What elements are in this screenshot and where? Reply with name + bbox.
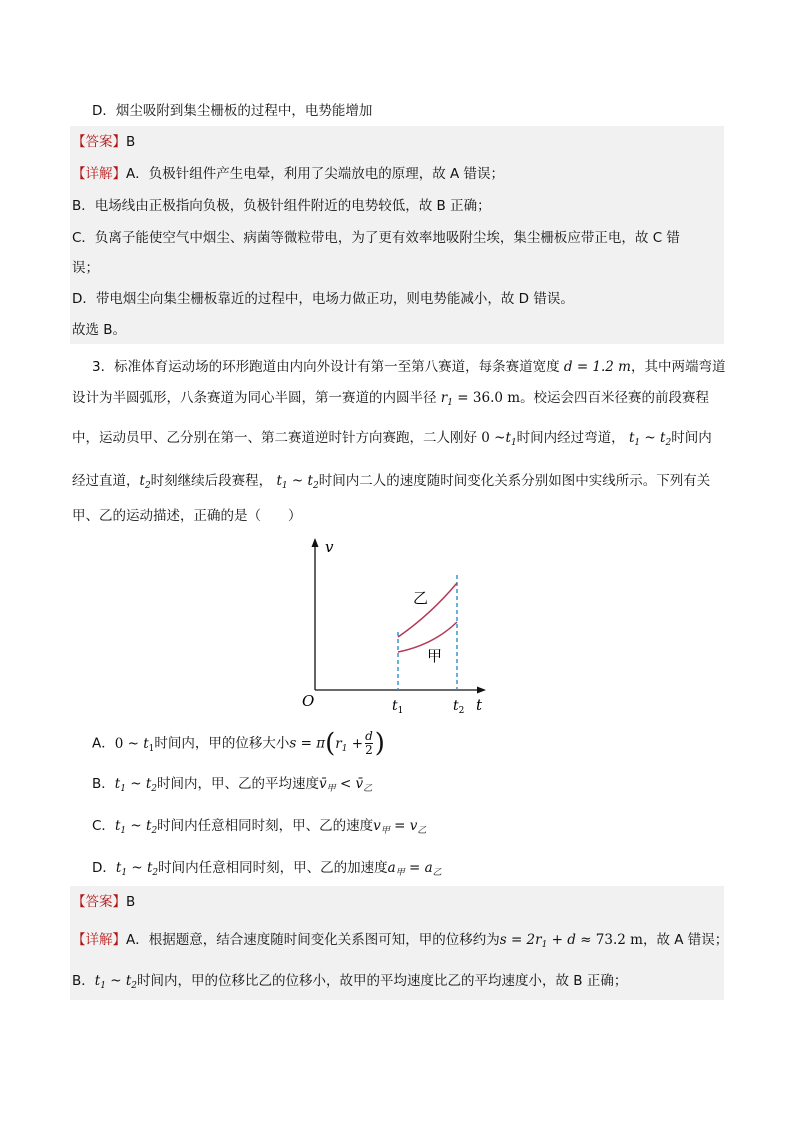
detail-tag-bottom: 【详解】 bbox=[72, 932, 126, 948]
option-a-text: 时间内，甲的位移大小 bbox=[154, 735, 290, 752]
option-b-label: B． bbox=[92, 776, 115, 792]
q3-text-3b: 时间内经过弯道， bbox=[516, 430, 625, 446]
q3-line1 bbox=[92, 357, 726, 377]
detail-d-line: D．带电烟尘向集尘栅板靠近的过程中，电场力做正功，则电势能减小，故 D 错误。 bbox=[72, 291, 574, 307]
option-b-ineq: $v̄_甲$ < $v̄_乙$ bbox=[319, 776, 373, 794]
option-a bbox=[92, 730, 385, 757]
detail-a-bottom-end: ，故 A 错误； bbox=[642, 932, 729, 948]
detail-b-range: $t_1$ ~ $t_2$ bbox=[94, 973, 137, 991]
option-c-text: 时间内任意相同时刻，甲、乙的速度 bbox=[157, 818, 374, 834]
t2-symbol: $t_2$ bbox=[139, 473, 151, 491]
q3-line2 bbox=[72, 388, 709, 408]
x-axis-arrow bbox=[477, 687, 486, 694]
q3-line3 bbox=[72, 428, 712, 448]
detail-a-bottom-text: A．根据题意，结合速度随时间变化关系图可知，甲的位移约为 bbox=[126, 932, 500, 948]
option-a-range: 0 ~ $t_1$ bbox=[114, 735, 155, 754]
option-c-range: $t_1$ ~ $t_2$ bbox=[114, 818, 158, 836]
vt-graph bbox=[295, 535, 505, 720]
paren-left: ( bbox=[325, 728, 336, 759]
x-axis-label: t bbox=[476, 696, 483, 714]
option-c bbox=[92, 816, 426, 836]
detail-a-text: A．负极针组件产生电晕，利用了尖端放电的原理，故 A 错误； bbox=[126, 166, 505, 182]
answer-value: B bbox=[126, 134, 136, 150]
answer-tag: 【答案】 bbox=[72, 134, 126, 150]
q3-text-4b: 时刻继续后段赛程， bbox=[150, 473, 273, 489]
q3-line4 bbox=[72, 471, 710, 491]
label-jia: 甲 bbox=[427, 647, 443, 665]
radius-eq: = 36.0 m bbox=[457, 390, 521, 406]
t1-symbol: $t_1$ bbox=[505, 430, 517, 448]
q3-text-4c: 时间内二人的速度随时间变化关系分别如图中实线所示。下列有关 bbox=[318, 473, 711, 489]
q3-text-4a: 经过直道， bbox=[72, 473, 140, 489]
q3-text-2b: 。校运会四百米径赛的前段赛程 bbox=[520, 390, 710, 406]
displacement-value: ≈ 73.2 m bbox=[580, 932, 643, 948]
answer-value-bottom: B bbox=[126, 894, 136, 910]
fraction-d-over-2 bbox=[365, 730, 373, 757]
q3-text-1b: ，其中两端弯道 bbox=[631, 359, 726, 375]
option-d-label: D． bbox=[92, 860, 116, 876]
detail-c-line2: 误； bbox=[72, 260, 99, 276]
t1-label: $t_1$ bbox=[392, 698, 404, 716]
option-b-range: $t_1$ ~ $t_2$ bbox=[114, 776, 157, 794]
detail-b-bottom bbox=[72, 971, 627, 991]
radius-symbol: $r_1$ bbox=[440, 390, 453, 408]
q3-line5: 甲、乙的运动描述，正确的是（ ） bbox=[72, 508, 302, 524]
t1-t2-range-2: $t_1$ ~ $t_2$ bbox=[276, 473, 319, 491]
q3-text-3c: 时间内 bbox=[671, 430, 712, 446]
label-yi: 乙 bbox=[413, 589, 429, 607]
option-d-eq: $a_甲 = a_乙$ bbox=[387, 860, 442, 878]
answer-line-top bbox=[72, 132, 135, 152]
option-a-eq: s = π bbox=[289, 735, 326, 752]
frac-num: d bbox=[365, 729, 373, 743]
q3-text-3a: 中，运动员甲、乙分别在第一、第二赛道逆时针方向赛跑，二人刚好 bbox=[72, 430, 477, 446]
answer-tag-bottom: 【答案】 bbox=[72, 894, 126, 910]
conclusion-line: 故选 B。 bbox=[72, 322, 127, 338]
option-a-r1: $r_1$ + bbox=[335, 735, 364, 754]
q3-zero: 0 ~ bbox=[481, 430, 506, 446]
detail-a-line bbox=[72, 164, 504, 184]
detail-a-bottom bbox=[72, 930, 728, 950]
q3-text-2a: 设计为半圆弧形，八条赛道为同心半圆，第一赛道的内圆半径 bbox=[72, 390, 437, 406]
origin-label: O bbox=[302, 692, 315, 710]
q3-text-1a: 3．标准体育运动场的环形跑道由内向外设计有第一至第八赛道，每条赛道宽度 bbox=[92, 359, 560, 375]
y-axis-arrow bbox=[312, 538, 319, 547]
t2-label: $t_2$ bbox=[453, 698, 465, 716]
lane-width-eq: d = 1.2 m bbox=[563, 359, 631, 375]
detail-b-bottom-text: 时间内，甲的位移比乙的位移小，故甲的平均速度比乙的平均速度小，故 B 正确； bbox=[137, 973, 628, 989]
answer-line-bottom bbox=[72, 892, 135, 912]
detail-b-bottom-label: B． bbox=[72, 973, 95, 989]
y-axis-label: v bbox=[325, 538, 334, 556]
option-d-text: 时间内任意相同时刻，甲、乙的加速度 bbox=[158, 860, 388, 876]
detail-c-line1: C．负离子能使空气中烟尘、病菌等微粒带电，为了更有效率地吸附尘埃，集尘栅板应带正电，故 C 错 bbox=[72, 230, 680, 246]
option-d bbox=[92, 858, 442, 878]
detail-tag: 【详解】 bbox=[72, 166, 126, 182]
frac-den: 2 bbox=[365, 743, 373, 757]
option-c-eq: $v_甲 = v_乙$ bbox=[373, 818, 427, 836]
option-a-label: A． bbox=[92, 735, 115, 752]
option-d-range: $t_1$ ~ $t_2$ bbox=[115, 860, 159, 878]
paren-right: ) bbox=[374, 728, 385, 759]
displacement-eq: $s = 2r_1 + d$ bbox=[499, 932, 576, 950]
option-d-prev: D．烟尘吸附到集尘栅板的过程中，电势能增加 bbox=[92, 103, 373, 119]
option-b bbox=[92, 774, 372, 794]
detail-b-line: B．电场线由正极指向负极，负极针组件附近的电势较低，故 B 正确； bbox=[72, 198, 491, 214]
t1-t2-range: $t_1$ ~ $t_2$ bbox=[628, 430, 672, 448]
option-b-text: 时间内，甲、乙的平均速度 bbox=[157, 776, 319, 792]
option-c-label: C． bbox=[92, 818, 115, 834]
